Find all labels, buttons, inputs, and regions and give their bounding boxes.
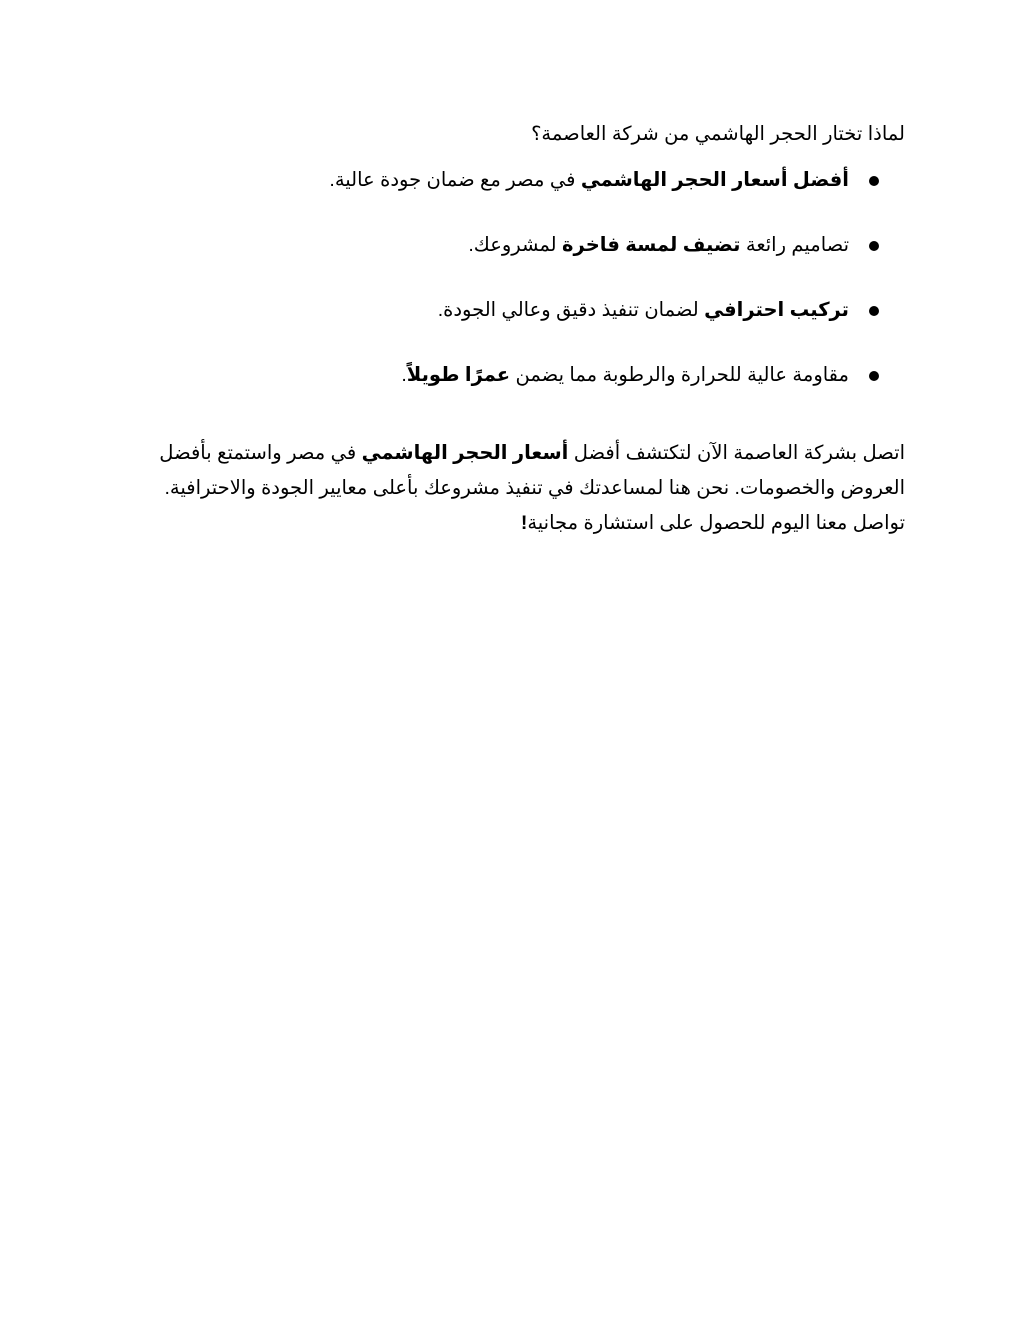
cta-line-1 [125, 436, 905, 471]
call-to-action-paragraph [125, 436, 905, 541]
document-content [125, 118, 905, 541]
bullet-bold-text: عمرًا طويلاً [406, 364, 511, 386]
bullet-text: مقاومة عالية للحرارة والرطوبة مما يضمن [510, 364, 849, 386]
cta-text: في مصر واستمتع بأفضل [159, 442, 362, 464]
cta-text: اتصل بشركة العاصمة الآن لتكتشف أفضل [568, 442, 905, 464]
bullet-text: تصاميم رائعة [740, 234, 849, 256]
cta-line-2: العروض والخصومات. نحن هنا لمساعدتك في تنفيذ مشروعك بأعلى معايير الجودة والاحترافية. [164, 477, 905, 499]
bullet-bold-text: تركيب احترافي [704, 299, 849, 321]
bullet-icon [869, 371, 879, 381]
cta-bold-text: ! [520, 512, 528, 534]
section-heading: لماذا تختار الحجر الهاشمي من شركة العاصمة؟ [531, 123, 905, 145]
bullet-icon [869, 306, 879, 316]
bullet-bold-text: تضيف لمسة فاخرة [562, 234, 741, 256]
cta-bold-text: أسعار الحجر الهاشمي [361, 442, 569, 464]
list-item [125, 294, 905, 326]
bullet-text: لضمان تنفيذ دقيق وعالي الجودة. [437, 299, 705, 321]
bullet-text: . [401, 364, 407, 386]
bullet-text: في مصر مع ضمان جودة عالية. [329, 169, 581, 191]
cta-line-3 [125, 506, 905, 541]
list-item [125, 229, 905, 261]
bullet-icon [869, 176, 879, 186]
list-item [125, 359, 905, 391]
cta-text: تواصل معنا اليوم للحصول على استشارة مجانية [527, 512, 905, 534]
bullet-bold-text: أفضل أسعار الحجر الهاشمي [580, 169, 849, 191]
bullet-icon [869, 241, 879, 251]
features-list [125, 164, 905, 391]
bullet-text: لمشروعك. [468, 234, 563, 256]
list-item [125, 164, 905, 196]
